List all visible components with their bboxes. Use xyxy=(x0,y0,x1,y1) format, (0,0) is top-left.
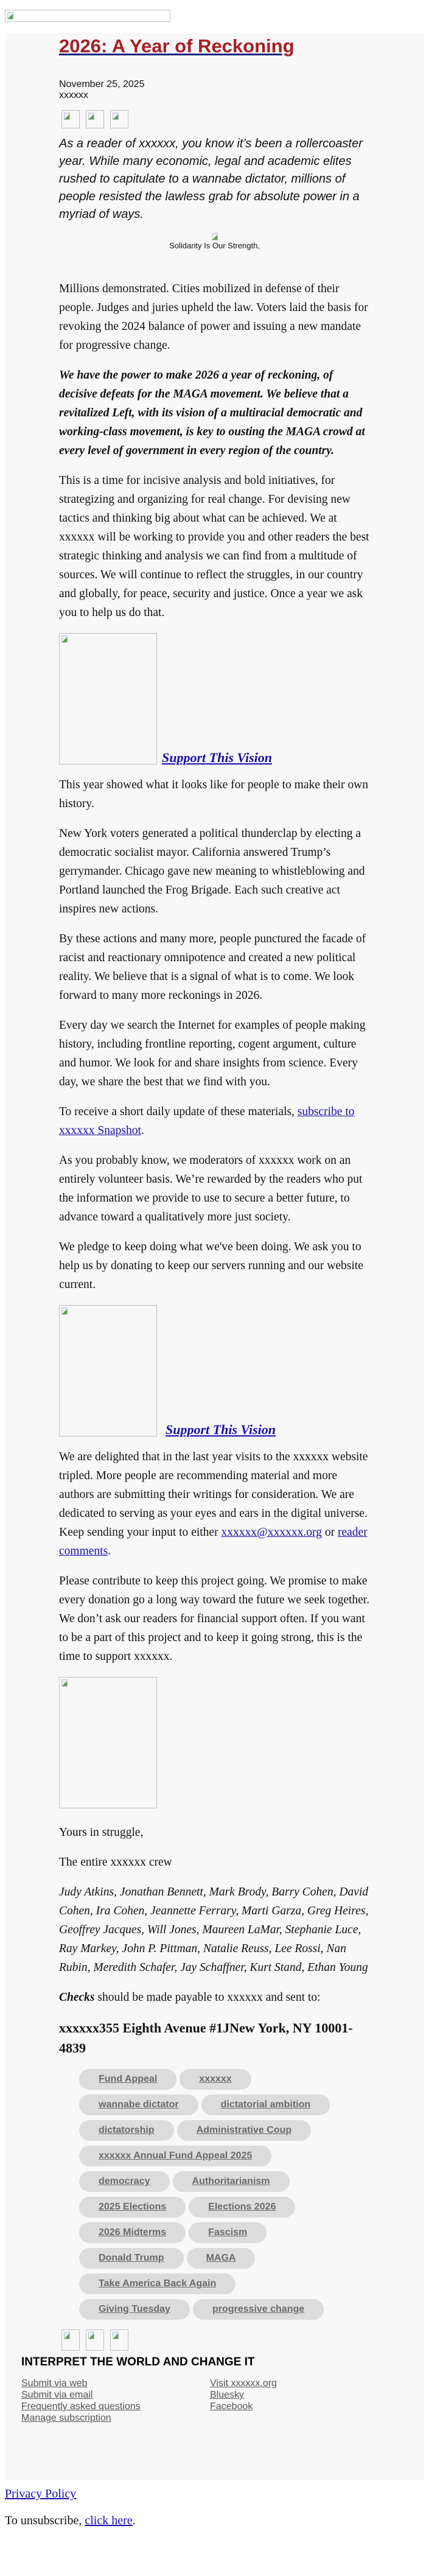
text: or xyxy=(321,1526,338,1539)
paragraph xyxy=(59,1447,372,1561)
donate-image[interactable] xyxy=(59,1677,157,1808)
support-image[interactable] xyxy=(59,633,157,765)
tag-pill[interactable]: progressive change xyxy=(193,2299,324,2320)
text: . xyxy=(108,1545,111,1558)
share-icon[interactable] xyxy=(61,110,80,128)
submit-web-link[interactable]: Submit via web xyxy=(21,2378,88,2389)
article-meta xyxy=(59,79,372,101)
tag-pill[interactable]: 2025 Elections xyxy=(79,2197,186,2217)
tag-row xyxy=(79,2146,372,2166)
paragraph: This year showed what it looks like for people to make their own history. xyxy=(59,779,368,810)
signoff: Yours in struggle, xyxy=(59,1826,144,1839)
paragraph: As you probably know, we moderators of xxxxxx work on an entirely volunteer basis. We’re rewarded by the readers who put the information we provide to use to secure a better future, to advance toward a qualitatively more just society. xyxy=(59,1154,363,1223)
paragraph: Please contribute to keep this project going. We promise to make every donation go a long way toward the future we seek together. We don’t ask our readers for financial support often. If you want to be a part of this project and to keep it going strong, this is the time to support xxxxxx. xyxy=(59,1575,370,1663)
checks-line xyxy=(59,1988,372,2007)
tag-row xyxy=(79,2095,372,2115)
tag-pill[interactable]: Authoritarianism xyxy=(173,2171,290,2192)
faq-link[interactable]: Frequently asked questions xyxy=(21,2401,141,2412)
support-image[interactable] xyxy=(59,1305,157,1437)
checks-label: Checks xyxy=(59,1991,95,2004)
text: To unsubscribe, xyxy=(5,2514,85,2527)
text: To receive a short daily update of these materials, xyxy=(59,1105,298,1118)
share-icon[interactable] xyxy=(61,2329,80,2351)
subscribe-snapshot-link[interactable]: subscribe to xxxxxx Snapshot xyxy=(59,1105,355,1137)
solidarity-image xyxy=(210,231,220,241)
share-icon[interactable] xyxy=(86,110,104,128)
tag-pill[interactable]: xxxxxx Annual Fund Appeal 2025 xyxy=(79,2146,271,2166)
tag-pill[interactable]: Take America Back Again xyxy=(79,2273,236,2294)
submit-email-link[interactable]: Submit via email xyxy=(21,2390,93,2400)
tag-pill[interactable]: Fascism xyxy=(189,2222,267,2243)
reader-comments-link[interactable]: reader comments xyxy=(59,1526,368,1558)
article-body xyxy=(59,279,372,2351)
tag-pill[interactable]: Administrative Coup xyxy=(177,2120,311,2141)
crew-names: Judy Atkins, Jonathan Bennett, Mark Brody, Barry Cohen, David Cohen, Ira Cohen, Jeannette Ferrary, Marti Garza, Greg Heires, Geoffrey Jacques, Will Jones, Maureen LaMar, Stephanie Luce, Ray Markey, John P. Pittman, Natalie Reuss, Lee Rossi, Nan Rubin, Meredith Schafer, Jay Schaffner, Kurt Stand, Ethan Young xyxy=(59,1886,369,1974)
unsubscribe-line xyxy=(5,2514,136,2528)
logo-image[interactable] xyxy=(5,10,170,22)
text: should be made payable to xxxxxx and sent to: xyxy=(94,1991,321,2004)
share-icons-bottom xyxy=(61,2329,372,2351)
tag-row xyxy=(79,2197,372,2217)
tag-pill[interactable]: dictatorial ambition xyxy=(201,2095,330,2115)
facebook-link[interactable]: Facebook xyxy=(210,2401,253,2412)
share-icon[interactable] xyxy=(110,2329,128,2351)
tag-row xyxy=(79,2069,372,2090)
paragraph: Every day we search the Internet for examples of people making history, including frontline reporting, cogent argument, culture and humor. We look for and share insights from science. Every day, we share the best that we find with you. xyxy=(59,1019,366,1088)
share-icon[interactable] xyxy=(110,110,128,128)
share-icon[interactable] xyxy=(86,2329,104,2351)
emphasis-paragraph: We have the power to make 2026 a year of reckoning, of decisive defeats for the MAGA movement. We believe that a revitalized Left, with its vision of a multiracial democratic and working-class movement, is key to ousting the MAGA crowd at every level of government in every region of the country. xyxy=(59,369,365,457)
tag-pill[interactable]: Elections 2026 xyxy=(189,2197,295,2217)
footer-heading: INTERPRET THE WORLD AND CHANGE IT xyxy=(21,2356,255,2368)
support-block xyxy=(59,633,372,765)
tag-list xyxy=(79,2069,372,2320)
intro-paragraph: As a reader of xxxxxx, you know it’s been a rollercoaster year. While many economic, legal and academic elites rushed to capitulate to a wannabe dictator, millions of people resisted the lawless grab for absolute power in a myriad of ways. xyxy=(59,137,363,221)
support-vision-link[interactable]: Support This Vision xyxy=(162,750,272,765)
crew: The entire xxxxxx crew xyxy=(59,1856,172,1869)
tag-row xyxy=(79,2222,372,2243)
paragraph: Millions demonstrated. Cities mobilized in defense of their people. Judges and juries upheld the law. Voters laid the basis for revoking the 2024 balance of power and issuing a new mandate for progressive change. xyxy=(59,282,368,352)
tag-row xyxy=(79,2171,372,2192)
bluesky-link[interactable]: Bluesky xyxy=(210,2390,245,2400)
tag-pill[interactable]: wannabe dictator xyxy=(79,2095,198,2115)
tag-pill[interactable]: Donald Trump xyxy=(79,2248,184,2269)
tag-pill[interactable]: xxxxxx xyxy=(180,2069,251,2090)
tag-pill[interactable]: democracy xyxy=(79,2171,170,2192)
unsubscribe-link[interactable]: click here xyxy=(85,2514,133,2527)
visit-site-link[interactable]: Visit xxxxxx.org xyxy=(210,2378,277,2389)
tag-row xyxy=(79,2299,372,2320)
tag-pill[interactable]: Giving Tuesday xyxy=(79,2299,190,2320)
tag-row xyxy=(79,2273,372,2294)
tag-row xyxy=(79,2248,372,2269)
mailing-address: xxxxxx355 Eighth Avenue #1JNew York, NY 10001-4839 xyxy=(59,2020,353,2056)
tag-pill[interactable]: 2026 Midterms xyxy=(79,2222,186,2243)
tag-pill[interactable]: dictatorship xyxy=(79,2120,174,2141)
tag-row xyxy=(79,2120,372,2141)
paragraph: We pledge to keep doing what we've been doing. We ask you to help us by donating to keep our servers running and our website current. xyxy=(59,1241,363,1291)
text: . xyxy=(141,1124,144,1137)
email-body-panel xyxy=(5,33,424,2480)
paragraph xyxy=(59,1102,372,1140)
article-date: November 25, 2025 xyxy=(59,79,145,89)
support-block xyxy=(59,1305,372,1437)
paragraph: By these actions and many more, people punctured the facade of racist and reactionary omnipotence and created a new political reality. We believe that is a signal of what is to come. We look forward to many more reckonings in 2026. xyxy=(59,933,366,1002)
paragraph: New York voters generated a political thunderclap by electing a democratic socialist mayor. California answered Trump’s gerrymander. Chicago gave new meaning to whistleblowing and Portland launched the Frog Brigade. Each such creative act inspires new actions. xyxy=(59,827,365,915)
privacy-policy-link[interactable]: Privacy Policy xyxy=(5,2487,77,2501)
paragraph: This is a time for incisive analysis and bold initiatives, for strategizing and organizing for real change. For devising new tactics and thinking big about what can be achieved. We at xxxxxx will be working to provide you and other readers the best strategic thinking and analysis we can find from a multitude of sources. We will continue to reflect the struggles, in our country and globally, for peace, security and justice. Once a year we ask you to help us do that. xyxy=(59,474,369,619)
email-link[interactable]: xxxxxx@xxxxxx.org xyxy=(221,1526,322,1539)
solidarity-block xyxy=(5,231,424,250)
solidarity-caption: Solidarity Is Our Strength, xyxy=(169,241,260,250)
footer-links-left xyxy=(21,2378,210,2424)
article-author: xxxxxx xyxy=(59,90,88,100)
share-icons xyxy=(61,110,375,128)
text: We are delighted that in the last year visits to the xxxxxx website tripled. More people are recommending material and more authors are submitting their writings for consideration. We are dedicated to serving as your eyes and ears in the digital universe. Keep sending your input to either xyxy=(59,1451,368,1539)
manage-subscription-link[interactable]: Manage subscription xyxy=(21,2413,111,2423)
text: . xyxy=(132,2514,136,2527)
page-title[interactable]: 2026: A Year of Reckoning xyxy=(59,35,295,57)
tag-pill[interactable]: MAGA xyxy=(187,2248,256,2269)
footer xyxy=(21,2356,411,2424)
support-vision-link[interactable]: Support This Vision xyxy=(166,1422,276,1437)
tag-pill[interactable]: Fund Appeal xyxy=(79,2069,176,2090)
footer-links-right xyxy=(210,2378,399,2424)
